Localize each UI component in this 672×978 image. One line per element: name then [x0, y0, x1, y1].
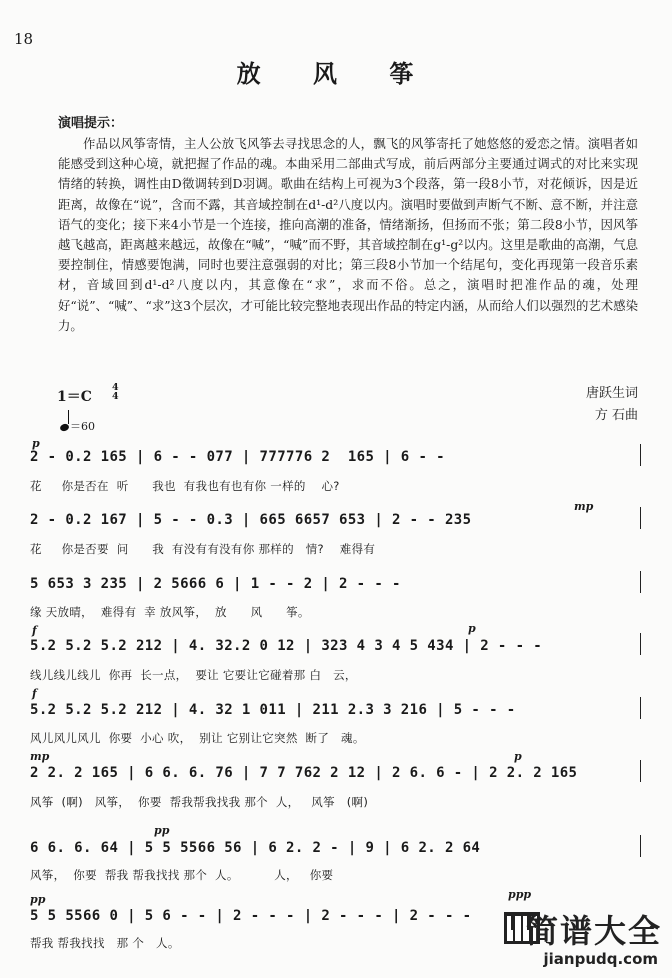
- hints-text: 作品以风筝寄情，主人公放飞风筝去寻找思念的人，飘飞的风筝寄托了她悠悠的爱恋之情。演唱者如能感受到这种心境，就把握了作品的魂。本曲采用二部曲式写成，前后两部分主要通过调式的对比来实现情绪的转换，调性由D徵调转到D羽调。歌曲在结构上可视为3个段落，第一段8小节，对花倾诉，因是近距离，故像在“说”，含而不露，其音域控制在d¹-d²八度以内。演唱时要做到声断气不断、意不断，并注意语气的变化；接下来4小节是一个连接，推向高潮的准备，情绪渐扬，但扬而不张；第二段8小节，因风筝越飞越高，距离越来越远，故像在“喊”，“喊”而不野，其音域控制在g¹-g²以内。这里是歌曲的高潮，气息要控制住，情感要饱满，同时也要注意强弱的对比；第三段8小节加一个结尾句，变化再现第一段音乐素材，音域回到d¹-d²八度以内，其意像在“求”，求而不俗。总之，演唱时把准作品的魂，处理好“说”、“喊”、“求”这3个层次，才可能比较完整地表现出作品的特定内涵，从而给人们以强烈的艺术感染力。: [58, 136, 638, 333]
- lyric-line: 风筝 (啊) 风筝， 你要 帮我帮我找我 那个 人， 风筝 (啊): [30, 795, 369, 809]
- dynamic-f: f: [32, 624, 37, 637]
- tempo-value: ＝60: [70, 420, 95, 433]
- tempo-marking: [60, 416, 95, 434]
- barline: [640, 760, 641, 782]
- notation-line: 2 - 0.2 165 | 6 - - 077 | 777776 2 165 | 6 - -: [30, 449, 454, 465]
- page-number: 18: [14, 30, 34, 48]
- dynamic-pp: pp: [30, 893, 46, 906]
- time-sig-top: 4: [112, 382, 119, 393]
- dynamic-f: f: [32, 687, 37, 700]
- time-signature: [112, 383, 119, 401]
- dynamic-p: p: [468, 622, 476, 635]
- dynamic-ppp: ppp: [508, 888, 532, 901]
- notation-line: 2 2. 2 165 | 6 6. 6. 76 | 7 7 762 2 12 | 2 6. 6 - | 2 2. 2 165: [30, 765, 578, 781]
- barline: [640, 571, 641, 593]
- watermark-title: 简谱大全: [525, 912, 662, 950]
- lyric-line: 花 你是否在 听 我也 有我也有也有你 一样的 心?: [30, 479, 340, 493]
- dynamic-pp: pp: [154, 824, 170, 837]
- notation-line: 5.2 5.2 5.2 212 | 4. 32 1 011 | 211 2.3 3 216 | 5 - - -: [30, 702, 525, 718]
- barline: [640, 835, 641, 857]
- page-title: 放 风 筝: [236, 59, 436, 88]
- hints-label: 演唱提示：: [58, 116, 124, 131]
- dynamic-p: p: [514, 750, 522, 763]
- quarter-note-icon: [59, 423, 70, 433]
- dynamic-p: p: [32, 437, 40, 450]
- lyric-line: 线儿线儿线儿 你再 长一点， 要让 它要让它碰着那 白 云，: [30, 668, 357, 682]
- notation-line: 2 - 0.2 167 | 5 - - 0.3 | 665 6657 653 | 2 - - 235: [30, 512, 472, 528]
- time-sig-bottom: 4: [112, 391, 119, 402]
- watermark: [502, 906, 668, 972]
- key-signature: 1＝C: [57, 389, 92, 405]
- lyric-line: 帮我 帮我找找 那 个 人。: [30, 936, 180, 950]
- barline: [640, 507, 641, 529]
- notation-line: 6 6. 6. 64 | 5 5 5566 56 | 6 2. 2 - | 9 | 6 2. 2 64: [30, 840, 481, 856]
- lyric-line: 缘 天放晴， 难得有 幸 放风筝， 放 风 筝。: [30, 605, 310, 619]
- barline: [640, 633, 641, 655]
- notation-line: 5 5 5566 0 | 5 6 - - | 2 - - - | 2 - - - | 2 - - -: [30, 908, 472, 924]
- dynamic-mp: mp: [574, 500, 594, 513]
- notation-line: 5 653 3 235 | 2 5666 6 | 1 - - 2 | 2 - - -: [30, 576, 410, 592]
- lyric-line: 风筝， 你要 帮我 帮我找找 那个 人。 人， 你要: [30, 868, 334, 882]
- composer-credit: 方 石曲: [594, 408, 638, 423]
- notation-line: 5.2 5.2 5.2 212 | 4. 32.2 0 12 | 323 4 3 4 5 434 | 2 - - -: [30, 638, 551, 654]
- barline: [640, 444, 641, 466]
- lyric-line: 花 你是否要 问 我 有没有有没有你 那样的 情? 难得有: [30, 542, 376, 556]
- barline: [640, 697, 641, 719]
- lyric-line: 风儿风儿风儿 你要 小心 吹， 别让 它别让它突然 断了 魂。: [30, 731, 365, 745]
- lyricist-credit: 唐跃生词: [585, 386, 638, 401]
- watermark-url: jianpudq.com: [543, 950, 658, 968]
- dynamic-mp: mp: [30, 750, 50, 763]
